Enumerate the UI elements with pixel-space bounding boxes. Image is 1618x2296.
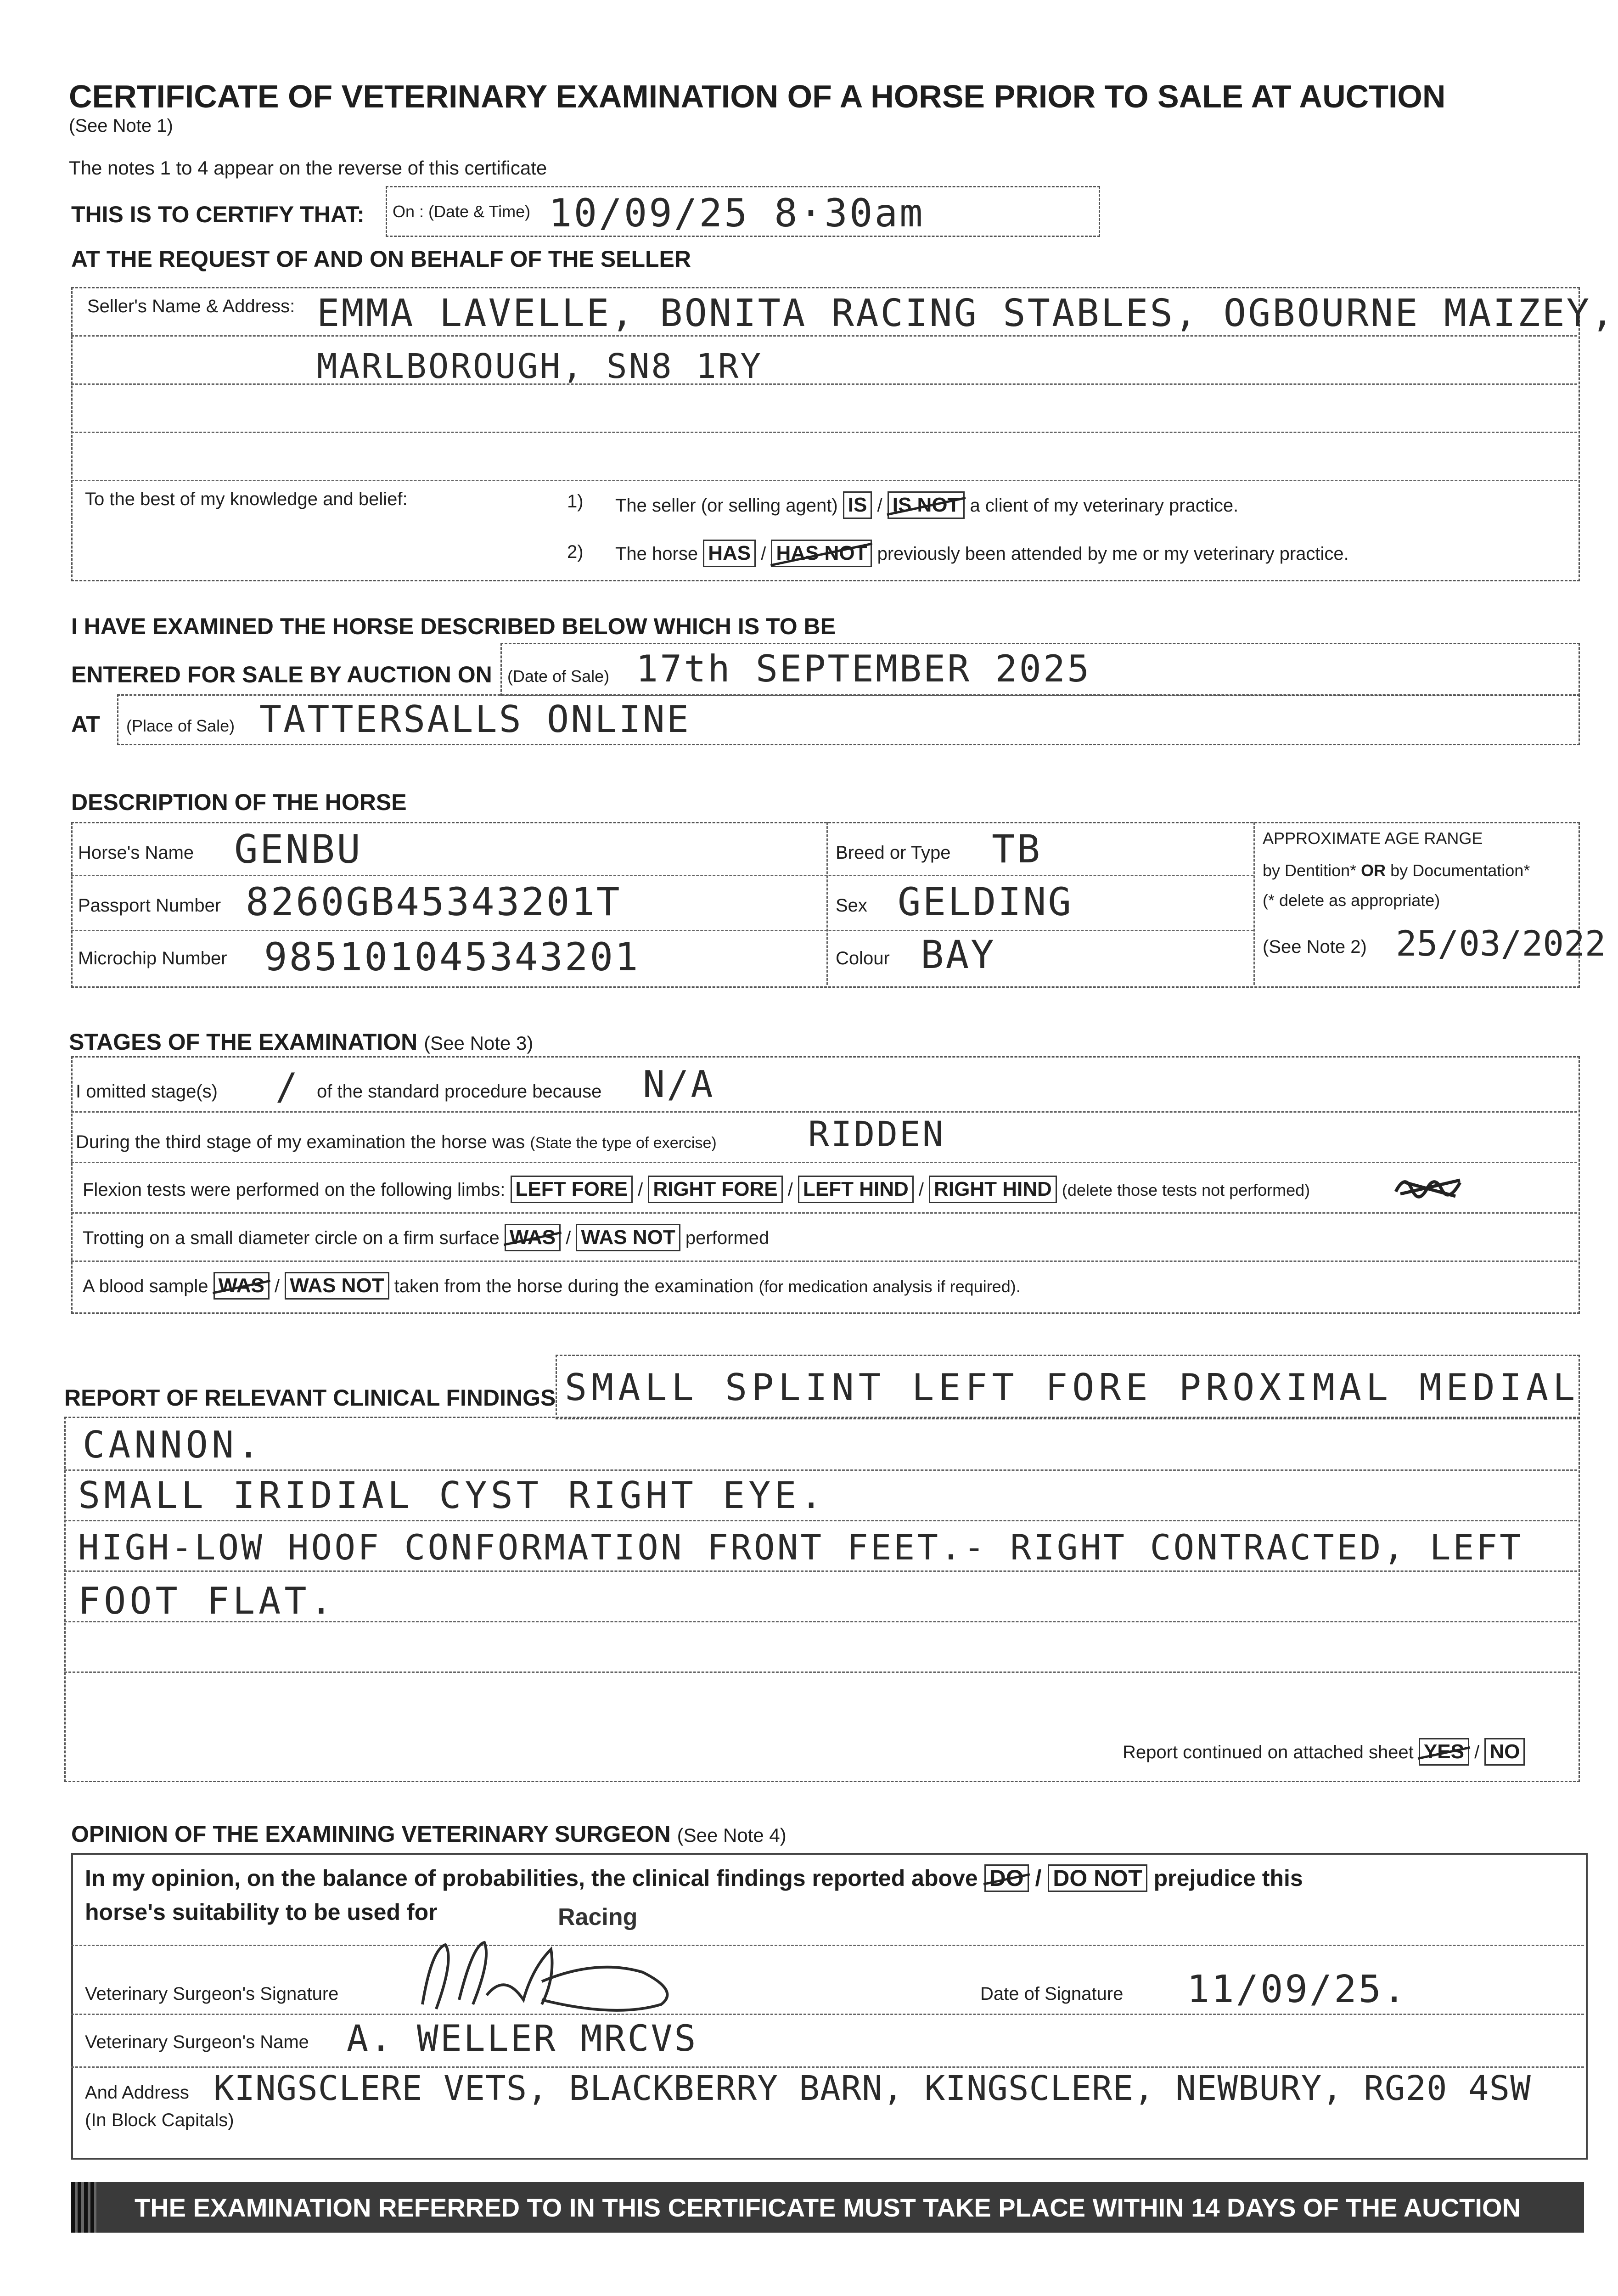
omitted-mid: of the standard procedure because — [317, 1081, 602, 1102]
age-or: OR — [1361, 861, 1386, 880]
opinion-text-pre: In my opinion, on the balance of probabilities, the clinical findings reported above — [85, 1865, 978, 1891]
footer-banner-text: THE EXAMINATION REFERRED TO IN THIS CERTIFICATE MUST TAKE PLACE WITHIN 14 DAYS OF THE AUCTION — [135, 2193, 1521, 2222]
date-signature-label: Date of Signature — [980, 1984, 1124, 2004]
omitted-reason: N/A — [643, 1063, 715, 1106]
breed-value: TB — [992, 827, 1042, 872]
vet-name-label: Veterinary Surgeon's Name — [85, 2032, 309, 2052]
seller-line — [71, 480, 1577, 481]
certify-label: THIS IS TO CERTIFY THAT: — [71, 202, 365, 227]
opinion-line — [71, 2066, 1584, 2068]
breed-label: Breed or Type — [836, 843, 951, 863]
findings-line — [64, 1469, 1577, 1471]
knowledge-label: To the best of my knowledge and belief: — [85, 489, 408, 509]
left-hind-option[interactable]: LEFT HIND — [798, 1176, 914, 1203]
third-stage — [76, 1132, 717, 1153]
sex-value: GELDING — [898, 879, 1073, 924]
seller-line2-value: MARLBOROUGH, SN8 1RY — [317, 347, 763, 386]
stages-row-line — [71, 1261, 1577, 1262]
stages-heading-text: STAGES OF THE EXAMINATION — [69, 1029, 418, 1055]
is-not-option[interactable]: IS NOT — [888, 491, 965, 519]
trot-post: performed — [685, 1228, 770, 1248]
findings-line5: FOOT FLAT. — [78, 1580, 336, 1622]
seller-line — [71, 335, 1577, 337]
is-option[interactable]: IS — [843, 491, 872, 519]
opinion-text-line1: In my opinion, on the balance of probabilities, the clinical findings reported above DO / DO NOT prejudice this — [85, 1865, 1303, 1891]
blood-row: A blood sample WAS / WAS NOT taken from the horse during the examination (for medication analysis if required). — [83, 1272, 1021, 1300]
do-not-option[interactable]: DO NOT — [1048, 1864, 1147, 1892]
do-option[interactable]: DO — [984, 1864, 1029, 1892]
description-divider — [1253, 822, 1255, 985]
trot-was-not-option[interactable]: WAS NOT — [576, 1224, 680, 1251]
continued-label: Report continued on attached sheet — [1123, 1742, 1414, 1762]
findings-line — [64, 1570, 1577, 1572]
flexion-pre: Flexion tests were performed on the following limbs: — [83, 1180, 506, 1200]
address-sub-label: (In Block Capitals) — [85, 2110, 234, 2130]
microchip-value: 985101045343201 — [264, 934, 640, 979]
stages-row-line — [71, 1111, 1577, 1113]
blood-post: taken from the horse during the examination — [394, 1276, 754, 1296]
right-hind-option[interactable]: RIGHT HIND — [929, 1176, 1057, 1203]
date-signature-value: 11/09/25. — [1187, 1968, 1408, 2011]
opinion-text-line2: horse's suitability to be used for — [85, 1899, 438, 1925]
banner-stripe — [71, 2182, 96, 2233]
item1-pre: The seller (or selling agent) — [615, 495, 838, 516]
item2-post: previously been attended by me or my veterinary practice. — [877, 544, 1349, 564]
blood-pre: A blood sample — [83, 1276, 208, 1296]
third-note: (State the type of exercise) — [530, 1134, 717, 1152]
opinion-line — [71, 2014, 1584, 2015]
flexion-row: Flexion tests were performed on the following limbs: LEFT FORE / RIGHT FORE / LEFT HIND / RIGHT HIND (delete those tests not performed) — [83, 1176, 1310, 1203]
vet-signature — [404, 1931, 698, 2014]
item1-post: a client of my veterinary practice. — [970, 495, 1239, 516]
trot-was-option[interactable]: WAS — [505, 1224, 561, 1251]
findings-line — [64, 1671, 1577, 1673]
stages-row-line — [71, 1212, 1577, 1214]
at-label: AT — [71, 711, 100, 737]
has-option[interactable]: HAS — [703, 540, 756, 567]
footer-banner — [71, 2182, 1584, 2233]
microchip-label: Microchip Number — [78, 948, 227, 968]
description-divider — [826, 822, 828, 985]
knowledge-item2-num: 2) — [567, 542, 584, 562]
age-by-dentition: by Dentition* — [1263, 861, 1357, 880]
findings-line1: SMALL SPLINT LEFT FORE PROXIMAL MEDIAL — [565, 1366, 1580, 1409]
sale-place-value: TATTERSALLS ONLINE — [259, 698, 691, 741]
sale-date-label: (Date of Sale) — [507, 667, 610, 686]
certify-on-label: On : (Date & Time) — [393, 202, 531, 221]
flexion-note: (delete those tests not performed) — [1062, 1181, 1310, 1199]
stages-heading-note: (See Note 3) — [424, 1032, 534, 1054]
third-value: RIDDEN — [808, 1114, 945, 1154]
colour-value: BAY — [921, 932, 996, 977]
description-heading: DESCRIPTION OF THE HORSE — [71, 789, 407, 815]
opinion-heading — [71, 1821, 787, 1847]
trot-row: Trotting on a small diameter circle on a firm surface WAS / WAS NOT performed — [83, 1224, 769, 1251]
blood-was-option[interactable]: WAS — [213, 1272, 270, 1300]
left-fore-option[interactable]: LEFT FORE — [511, 1176, 633, 1203]
blood-was-not-option[interactable]: WAS NOT — [285, 1272, 389, 1300]
third-pre: During the third stage of my examination the horse was — [76, 1132, 525, 1152]
description-row-line — [71, 930, 1253, 931]
findings-line — [64, 1520, 1577, 1521]
age-value: 25/03/2022 — [1396, 923, 1606, 964]
age-delete-note: (* delete as appropriate) — [1263, 891, 1440, 910]
sale-date-value: 17th SEPTEMBER 2025 — [636, 647, 1091, 690]
opinion-line — [71, 1945, 1584, 1946]
trot-pre: Trotting on a small diameter circle on a firm surface — [83, 1228, 500, 1248]
item2-pre: The horse — [615, 544, 698, 564]
seller-label: Seller's Name & Address: — [87, 296, 295, 316]
findings-line2: CANNON. — [83, 1424, 264, 1466]
certificate-title: CERTIFICATE OF VETERINARY EXAMINATION OF A HORSE PRIOR TO SALE AT AUCTION — [69, 79, 1446, 114]
signature-label: Veterinary Surgeon's Signature — [85, 1984, 339, 2004]
passport-value: 8260GB45343201T — [246, 879, 622, 924]
knowledge-item1-num: 1) — [567, 491, 584, 512]
entered-label: ENTERED FOR SALE BY AUCTION ON — [71, 662, 492, 687]
age-see-note: (See Note 2) — [1263, 937, 1367, 957]
initials-scribble — [1391, 1169, 1469, 1205]
opinion-use-value: Racing — [558, 1904, 638, 1930]
seller-line — [71, 383, 1577, 385]
horse-name-value: GENBU — [234, 827, 362, 872]
continued-yes-option[interactable]: YES — [1419, 1738, 1469, 1766]
omitted-value: / — [275, 1065, 300, 1108]
blood-note: (for medication analysis if required). — [758, 1277, 1021, 1296]
address-label: And Address — [85, 2082, 189, 2103]
findings-line4: HIGH-LOW HOOF CONFORMATION FRONT FEET.- RIGHT CONTRACTED, LEFT — [78, 1527, 1523, 1568]
sex-label: Sex — [836, 895, 867, 916]
opinion-heading-text: OPINION OF THE EXAMINING VETERINARY SURGEON — [71, 1821, 671, 1847]
findings-line3: SMALL IRIDIAL CYST RIGHT EYE. — [78, 1474, 826, 1517]
seller-line1-value: EMMA LAVELLE, BONITA RACING STABLES, OGBOURNE MAIZEY, — [317, 292, 1616, 335]
passport-label: Passport Number — [78, 895, 221, 916]
stages-heading — [69, 1029, 533, 1055]
sale-place-label: (Place of Sale) — [126, 716, 235, 735]
colour-label: Colour — [836, 948, 890, 968]
vet-name-value: A. WELLER MRCVS — [347, 2018, 698, 2060]
see-note-1: (See Note 1) — [69, 116, 173, 136]
request-label: AT THE REQUEST OF AND ON BEHALF OF THE SELLER — [71, 246, 691, 272]
knowledge-item2: The horse HAS / HAS NOT previously been attended by me or my veterinary practice. — [615, 540, 1349, 567]
omitted-pre: I omitted stage(s) — [76, 1081, 218, 1102]
examined-label: I HAVE EXAMINED THE HORSE DESCRIBED BELOW WHICH IS TO BE — [71, 613, 836, 639]
opinion-text-post: prejudice this — [1153, 1865, 1303, 1891]
right-fore-option[interactable]: RIGHT FORE — [648, 1176, 782, 1203]
address-value: KINGSCLERE VETS, BLACKBERRY BARN, KINGSCLERE, NEWBURY, RG20 4SW — [213, 2069, 1531, 2108]
age-heading: APPROXIMATE AGE RANGE — [1263, 829, 1483, 848]
notes-reverse-text: The notes 1 to 4 appear on the reverse of this certificate — [69, 157, 547, 179]
opinion-heading-note: (See Note 4) — [677, 1824, 787, 1846]
has-not-option[interactable]: HAS NOT — [771, 540, 872, 567]
stages-row-line — [71, 1162, 1577, 1163]
report-continued-row: Report continued on attached sheet YES / NO — [1123, 1738, 1525, 1766]
age-method — [1263, 861, 1530, 880]
age-by-doc: by Documentation* — [1390, 861, 1530, 880]
findings-heading: REPORT OF RELEVANT CLINICAL FINDINGS — [64, 1385, 556, 1411]
knowledge-item1: The seller (or selling agent) IS / IS NOT a client of my veterinary practice. — [615, 491, 1238, 519]
horse-name-label: Horse's Name — [78, 843, 194, 863]
seller-line — [71, 432, 1577, 433]
certify-date-value: 10/09/25 8·30am — [549, 191, 925, 236]
continued-no-option[interactable]: NO — [1484, 1738, 1525, 1766]
description-row-line — [71, 875, 1253, 876]
